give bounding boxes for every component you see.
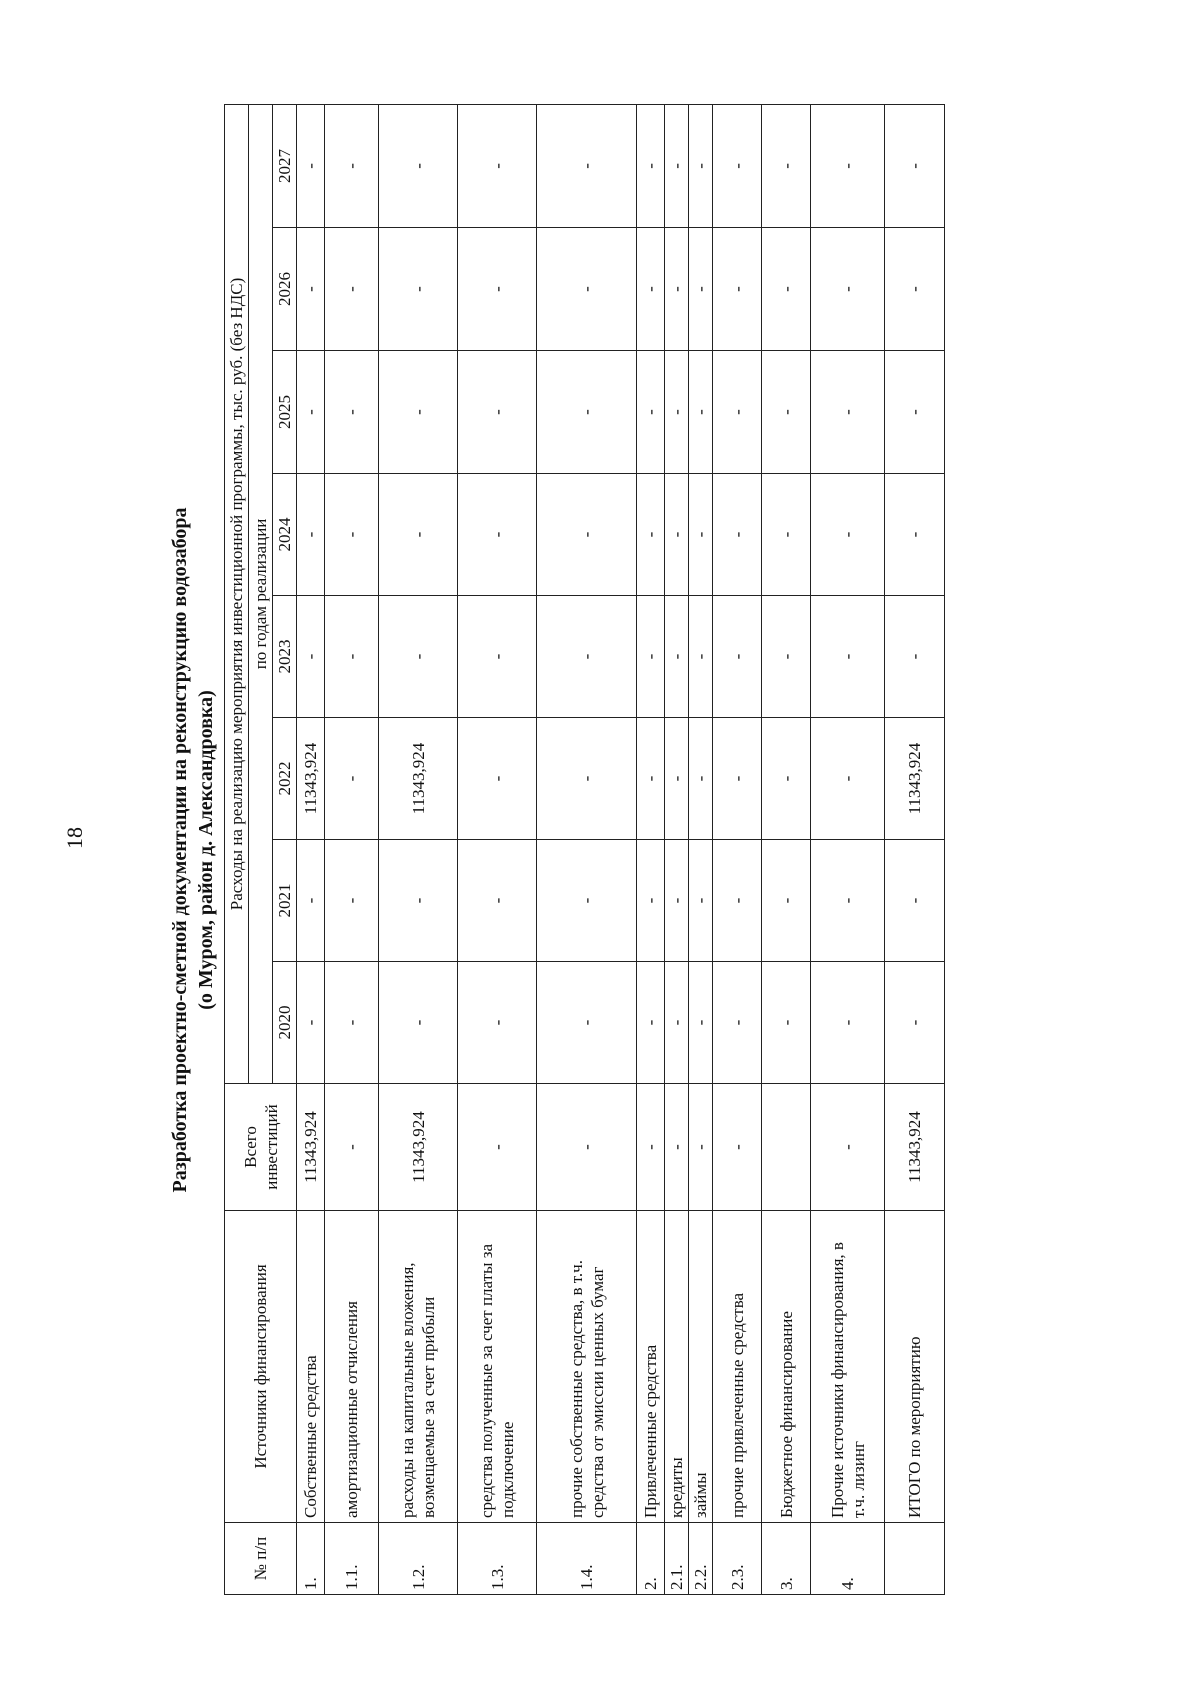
row-year-value: -: [297, 840, 325, 962]
row-total: -: [689, 1084, 713, 1211]
row-year-value: -: [689, 718, 713, 840]
row-year-value: -: [713, 351, 762, 474]
row-number: 1.1.: [325, 1523, 379, 1595]
row-year-value: -: [325, 840, 379, 962]
row-year-value: -: [458, 104, 537, 227]
table-row: [637, 104, 665, 1594]
header-year: 2021: [273, 840, 297, 962]
row-total: -: [713, 1084, 762, 1211]
row-year-value: -: [665, 596, 689, 718]
row-year-value: -: [713, 840, 762, 962]
table-row: [689, 104, 713, 1594]
row-year-value: -: [379, 840, 458, 962]
row-year-value: -: [537, 596, 637, 718]
table-title: [163, 105, 224, 1595]
row-year-value: 11343,924: [379, 718, 458, 840]
row-year-value: -: [665, 474, 689, 596]
table-body: [297, 104, 945, 1594]
row-year-value: -: [762, 718, 811, 840]
table-row: [885, 104, 945, 1594]
row-source: средства полученные за счет платы за подключение: [458, 1211, 537, 1523]
row-year-value: -: [325, 104, 379, 227]
header-year: 2023: [273, 596, 297, 718]
row-year-value: -: [811, 962, 885, 1084]
row-number: [885, 1523, 945, 1595]
row-year-value: -: [379, 351, 458, 474]
row-year-value: -: [885, 474, 945, 596]
header-source: Источники финансирования: [225, 1211, 297, 1523]
header-total: Всего инвестиций: [225, 1084, 297, 1211]
row-year-value: -: [458, 351, 537, 474]
row-year-value: -: [885, 962, 945, 1084]
row-year-value: -: [325, 962, 379, 1084]
row-year-value: -: [689, 351, 713, 474]
header-year: 2025: [273, 351, 297, 474]
row-source: амортизационные отчисления: [325, 1211, 379, 1523]
row-year-value: -: [458, 596, 537, 718]
row-year-value: -: [762, 228, 811, 351]
row-total: 11343,924: [379, 1084, 458, 1211]
table-row: [811, 104, 885, 1594]
row-year-value: -: [762, 474, 811, 596]
table-row: [762, 104, 811, 1594]
row-number: 2.3.: [713, 1523, 762, 1595]
row-year-value: 11343,924: [297, 718, 325, 840]
row-year-value: -: [458, 718, 537, 840]
title-line-2: (о Муром, район д. Александровка): [195, 690, 217, 1010]
row-year-value: -: [379, 228, 458, 351]
row-number: 1.: [297, 1523, 325, 1595]
row-total: 11343,924: [885, 1084, 945, 1211]
row-source: Собственные средства: [297, 1211, 325, 1523]
row-source: расходы на капитальные вложения, возмещаемые за счет прибыли: [379, 1211, 458, 1523]
table-row: [297, 104, 325, 1594]
row-year-value: -: [762, 962, 811, 1084]
row-year-value: -: [537, 840, 637, 962]
row-year-value: -: [537, 718, 637, 840]
row-year-value: -: [637, 718, 665, 840]
row-year-value: -: [713, 718, 762, 840]
row-year-value: -: [458, 840, 537, 962]
row-year-value: -: [537, 351, 637, 474]
row-year-value: -: [665, 351, 689, 474]
row-year-value: -: [689, 962, 713, 1084]
row-year-value: -: [689, 474, 713, 596]
row-year-value: -: [689, 840, 713, 962]
row-year-value: -: [689, 228, 713, 351]
row-number: 2.1.: [665, 1523, 689, 1595]
row-year-value: -: [379, 596, 458, 718]
row-source: займы: [689, 1211, 713, 1523]
row-year-value: -: [713, 228, 762, 351]
row-year-value: -: [689, 104, 713, 227]
row-number: 3.: [762, 1523, 811, 1595]
row-year-value: -: [713, 596, 762, 718]
title-line-1: Разработка проектно-сметной документации на реконструкцию водозабора: [169, 507, 191, 1193]
page-number: 18: [62, 827, 87, 849]
row-source: Бюджетное финансирование: [762, 1211, 811, 1523]
row-year-value: -: [689, 596, 713, 718]
row-number: 1.3.: [458, 1523, 537, 1595]
row-year-value: -: [379, 104, 458, 227]
row-year-value: -: [762, 596, 811, 718]
row-year-value: -: [458, 474, 537, 596]
table-row: [537, 104, 637, 1594]
row-source: прочие собственные средства, в т.ч. средства от эмиссии ценных бумаг: [537, 1211, 637, 1523]
row-year-value: -: [713, 962, 762, 1084]
row-year-value: -: [885, 228, 945, 351]
row-year-value: -: [762, 104, 811, 227]
table-row: [458, 104, 537, 1594]
row-year-value: -: [811, 596, 885, 718]
row-year-value: -: [325, 351, 379, 474]
row-year-value: -: [458, 962, 537, 1084]
header-year: 2020: [273, 962, 297, 1084]
row-year-value: -: [811, 474, 885, 596]
row-year-value: -: [458, 228, 537, 351]
table-row: [379, 104, 458, 1594]
header-year: 2022: [273, 718, 297, 840]
row-year-value: -: [811, 104, 885, 227]
row-year-value: -: [325, 474, 379, 596]
table-row: [713, 104, 762, 1594]
row-year-value: -: [885, 840, 945, 962]
row-year-value: -: [665, 718, 689, 840]
row-total: -: [325, 1084, 379, 1211]
row-year-value: -: [637, 962, 665, 1084]
row-total: -: [458, 1084, 537, 1211]
row-total: -: [665, 1084, 689, 1211]
row-year-value: -: [713, 474, 762, 596]
row-year-value: -: [537, 228, 637, 351]
table-row: [325, 104, 379, 1594]
row-source: Привлеченные средства: [637, 1211, 665, 1523]
row-year-value: -: [811, 228, 885, 351]
row-year-value: -: [713, 104, 762, 227]
row-year-value: -: [637, 596, 665, 718]
row-number: 4.: [811, 1523, 885, 1595]
row-total: [762, 1084, 811, 1211]
row-year-value: -: [637, 228, 665, 351]
header-num: № п/п: [225, 1523, 297, 1595]
header-year: 2027: [273, 104, 297, 227]
row-year-value: -: [762, 840, 811, 962]
row-number: 1.4.: [537, 1523, 637, 1595]
row-year-value: -: [379, 474, 458, 596]
row-year-value: -: [665, 840, 689, 962]
row-source: ИТОГО по мероприятию: [885, 1211, 945, 1523]
row-year-value: -: [637, 104, 665, 227]
row-source: кредиты: [665, 1211, 689, 1523]
row-number: 2.: [637, 1523, 665, 1595]
row-year-value: -: [325, 596, 379, 718]
header-year: 2026: [273, 228, 297, 351]
header-year: 2024: [273, 474, 297, 596]
row-year-value: -: [637, 474, 665, 596]
row-year-value: -: [297, 596, 325, 718]
row-year-value: -: [885, 596, 945, 718]
rotated-content: [163, 105, 1027, 1595]
row-total: -: [637, 1084, 665, 1211]
investment-table: [224, 104, 945, 1595]
table-row: [665, 104, 689, 1594]
row-year-value: -: [811, 351, 885, 474]
row-year-value: 11343,924: [885, 718, 945, 840]
row-source: Прочие источники финансирования, в т.ч. лизинг: [811, 1211, 885, 1523]
header-expenses: Расходы на реализацию мероприятия инвестиционной программы, тыс. руб. (без НДС): [225, 104, 249, 1083]
row-year-value: -: [637, 840, 665, 962]
row-year-value: -: [325, 718, 379, 840]
row-year-value: -: [537, 962, 637, 1084]
row-year-value: -: [811, 840, 885, 962]
row-year-value: -: [325, 228, 379, 351]
row-year-value: -: [811, 718, 885, 840]
row-year-value: -: [297, 962, 325, 1084]
row-year-value: -: [297, 228, 325, 351]
row-total: -: [537, 1084, 637, 1211]
row-year-value: -: [885, 104, 945, 227]
row-year-value: -: [537, 104, 637, 227]
row-year-value: -: [665, 228, 689, 351]
row-total: 11343,924: [297, 1084, 325, 1211]
row-year-value: -: [297, 474, 325, 596]
row-year-value: -: [297, 351, 325, 474]
row-year-value: -: [297, 104, 325, 227]
row-year-value: -: [665, 962, 689, 1084]
row-year-value: -: [762, 351, 811, 474]
row-year-value: -: [665, 104, 689, 227]
row-year-value: -: [537, 474, 637, 596]
row-number: 2.2.: [689, 1523, 713, 1595]
row-year-value: -: [379, 962, 458, 1084]
header-by-years: по годам реализации: [249, 104, 273, 1083]
row-year-value: -: [885, 351, 945, 474]
row-number: 1.2.: [379, 1523, 458, 1595]
row-source: прочие привлеченные средства: [713, 1211, 762, 1523]
row-year-value: -: [637, 351, 665, 474]
row-total: -: [811, 1084, 885, 1211]
